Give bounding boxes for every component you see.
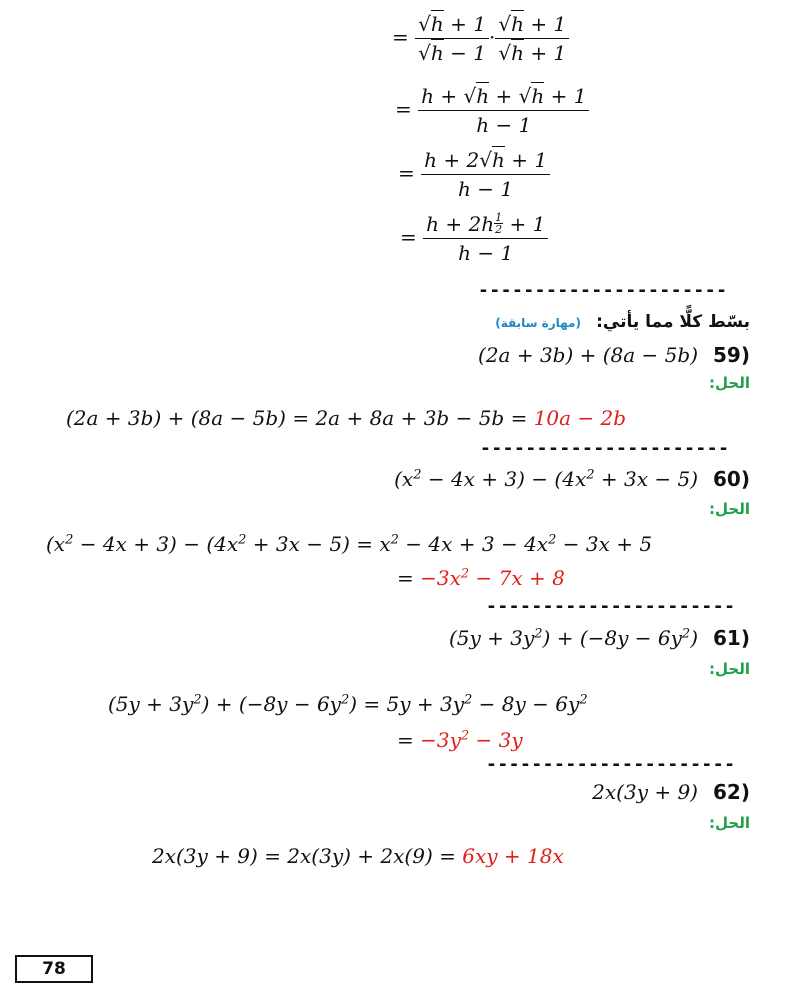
solution-label-59: الحل: xyxy=(709,374,750,392)
page-number: 78 xyxy=(15,955,93,983)
problem-61-solution: $(5y + 3y^2) + (-8y - 6y^2) = 5y + 3y^2 - 8y - 6y^2$ xyxy=(108,692,588,716)
problem-61-result: = $-3y^2 - 3y$ xyxy=(397,728,523,752)
answer-59: 10a − 2b xyxy=(533,406,627,430)
fraction-1: $\frac{√h + 1}{√h - 1}$ xyxy=(415,12,489,65)
answer-62: 6xy + 18x xyxy=(462,844,564,868)
problem-60-number: 60) xyxy=(713,467,750,491)
answer-60: $-3x^2 - 7x + 8$ xyxy=(420,566,565,590)
derivation-step-3: = $\frac{h + 2√h + 1}{h - 1}$ xyxy=(398,148,550,201)
derivation-step-1: = $\frac{√h + 1}{√h - 1}$ · $\frac{√h + 1}{√h + 1}$ xyxy=(392,12,569,65)
problem-59-expression: (2a + 3b) + (8a − 5b) xyxy=(478,343,698,367)
instruction-line xyxy=(495,312,750,332)
prior-skill-tag: (مهارة سابقة) xyxy=(495,316,582,330)
fraction-2: $\frac{√h + 1}{√h + 1}$ xyxy=(495,12,569,65)
derivation-step-2: = $\frac{h + √h + √h + 1}{h - 1}$ xyxy=(395,84,589,137)
separator-4: ---------------------- xyxy=(486,754,736,775)
problem-59-number: 59) xyxy=(713,343,750,367)
fraction-4: $\frac{h + 2√h + 1}{h - 1}$ xyxy=(421,148,550,201)
problem-59-solution: (2a + 3b) + (8a − 5b) = 2a + 8a + 3b − 5b = 10a − 2b xyxy=(66,406,627,430)
problem-61-number: 61) xyxy=(713,626,750,650)
problem-62-number: 62) xyxy=(713,780,750,804)
problem-61-expression: $(5y + 3y^2) + (-8y - 6y^2)$ xyxy=(448,626,698,650)
problem-60-expression: $(x^2 - 4x + 3) - (4x^2 + 3x - 5)$ xyxy=(394,467,698,491)
fraction-3: $\frac{h + √h + √h + 1}{h - 1}$ xyxy=(418,84,589,137)
instruction-text: بسّط كلًّا مما يأتي: xyxy=(596,312,750,332)
separator-2: ---------------------- xyxy=(480,438,730,459)
solution-label-62: الحل: xyxy=(709,814,750,832)
separator-1: ---------------------- xyxy=(478,280,728,301)
derivation-step-4: = h + 2h $\frac{1}{2}$ + 1 h − 1 xyxy=(400,212,548,265)
separator-3: ---------------------- xyxy=(486,596,736,617)
solution-label-61: الحل: xyxy=(709,660,750,678)
answer-61: $-3y^2 - 3y$ xyxy=(420,728,523,752)
problem-60-solution: $(x^2 - 4x + 3) - (4x^2 + 3x - 5) = x^2 - 4x + 3 - 4x^2 - 3x + 5$ xyxy=(46,532,653,556)
problem-62-solution: 2x(3y + 9) = 2x(3y) + 2x(9) = 6xy + 18x xyxy=(152,844,564,868)
problem-62-expression: 2x(3y + 9) xyxy=(592,780,698,804)
problem-60-result: = $-3x^2 - 7x + 8$ xyxy=(397,566,565,590)
solution-label-60: الحل: xyxy=(709,500,750,518)
fraction-5: h + 2h $\frac{1}{2}$ + 1 h − 1 xyxy=(423,212,548,265)
